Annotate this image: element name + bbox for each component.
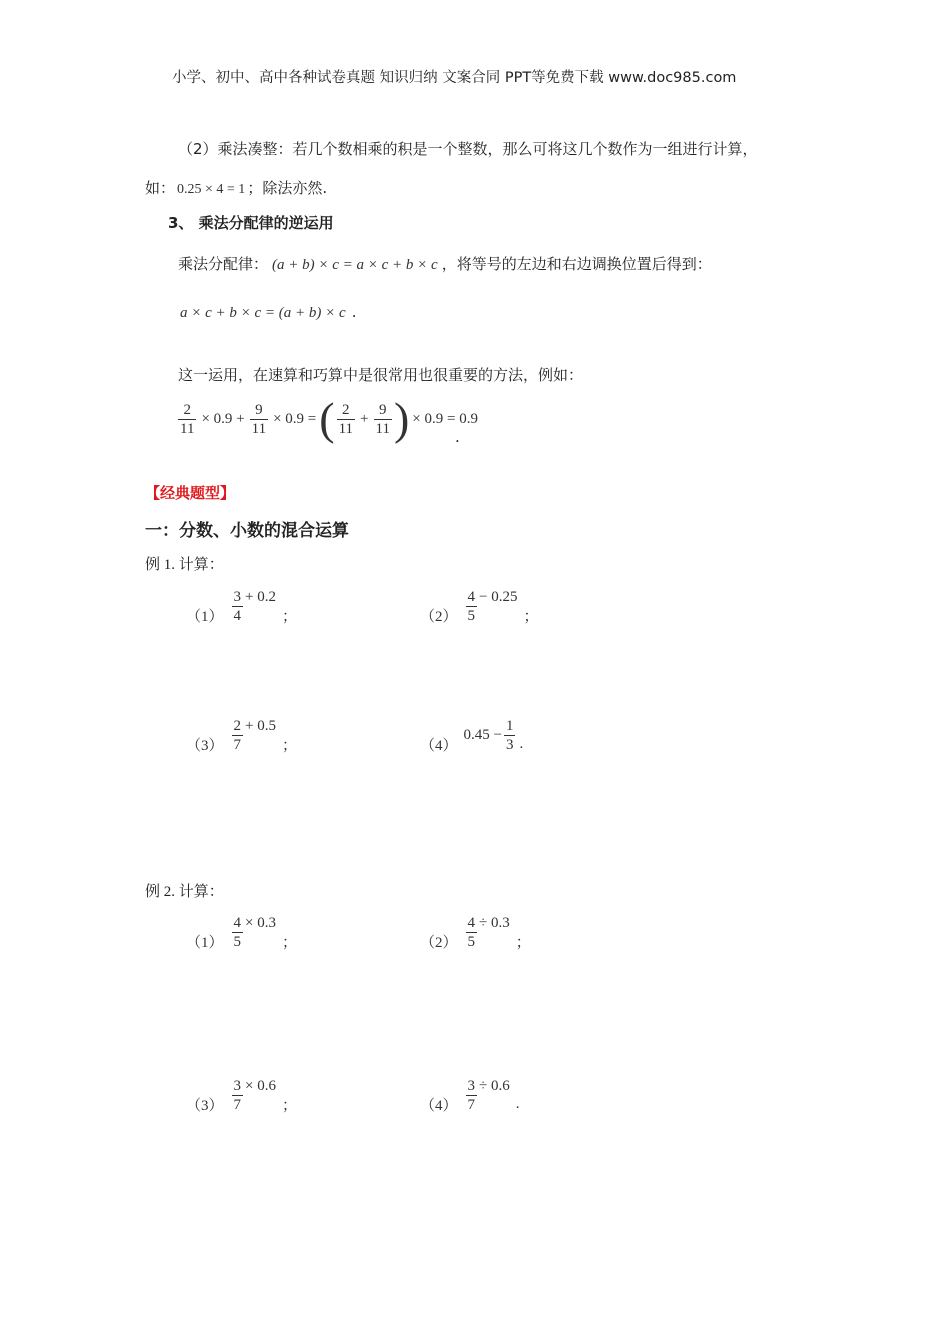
math-expression: 0.25 × 4 = 1 [177, 182, 246, 197]
fraction: $\frac{4}{5}$ [467, 915, 476, 950]
example-prefix: 如： [145, 179, 176, 197]
fraction: $\frac{2}{7}$ [233, 718, 242, 753]
fraction: $\frac{1}{3}$ [505, 718, 514, 753]
reverse-period: . [351, 303, 357, 321]
section-heading: 一：分数、小数的混合运算 [145, 521, 349, 541]
law-suffix: ，将等号的左边和右边调换位置后得到： [441, 255, 712, 273]
example-1-label: 例 1. 计算： [145, 557, 224, 573]
example-period: . [455, 428, 460, 446]
classic-problems-label: 【经典题型】 [145, 484, 236, 502]
page-header: 小学、初中、高中各种试卷真题 知识归纳 文案合同 PPT等免费下载 www.doc985.com [172, 70, 737, 86]
ex2-item-3: （3） $\frac{3}{7}$ × 0.6 ； [186, 1078, 297, 1114]
example-line [145, 177, 327, 198]
right-paren: ) [393, 393, 410, 444]
ex2-item-1: （1） $\frac{4}{5}$ × 0.3 ； [186, 915, 297, 951]
distributive-law-line [178, 253, 712, 274]
paragraph-multiplication-rounding: （2）乘法凑整：若几个数相乘的积是一个整数，那么可将这几个数作为一组进行计算， [178, 140, 758, 158]
fraction: $\frac{2}{11}$ [338, 401, 354, 437]
section-title: 3、 乘法分配律的逆运用 [168, 214, 334, 232]
fraction: $\frac{3}{7}$ [233, 1078, 242, 1113]
ex2-item-2: （2） $\frac{4}{5}$ ÷ 0.3 ； [420, 915, 531, 951]
ex1-item-4: （4） 0.45 − $\frac{1}{3}$ . [420, 718, 524, 754]
fraction: $\frac{3}{4}$ [233, 589, 242, 624]
fraction: $\frac{3}{7}$ [467, 1078, 476, 1113]
distributive-example: $\frac{2}{11}$ × 0.9 + $\frac{9}{11}$ × 0.9 = ( $\frac{2}{11}$ + $\frac{9}{11}$ ) × 0.9 = 0.9 [180, 393, 478, 444]
example-suffix: ；除法亦然. [247, 179, 328, 197]
reverse-law-line [180, 303, 356, 322]
usage-text: 这一运用，在速算和巧算中是很常用也很重要的方法，例如： [178, 366, 584, 384]
fraction: $\frac{4}{5}$ [467, 589, 476, 624]
left-paren: ( [319, 393, 335, 444]
example-2-label: 例 2. 计算： [145, 884, 224, 900]
ex1-item-1: （1） $\frac{3}{4}$ + 0.2 ； [186, 589, 297, 625]
law-expression: (a + b) × c = a × c + b × c [272, 257, 438, 273]
law-prefix: 乘法分配律： [178, 255, 269, 273]
fraction: $\frac{9}{11}$ [251, 401, 267, 437]
ex1-item-3: （3） $\frac{2}{7}$ + 0.5 ； [186, 718, 297, 754]
ex2-item-4: （4） $\frac{3}{7}$ ÷ 0.6 . [420, 1078, 520, 1114]
fraction: $\frac{4}{5}$ [233, 915, 242, 950]
reverse-expression: a × c + b × c = (a + b) × c [180, 305, 346, 321]
ex1-item-2: （2） $\frac{4}{5}$ − 0.25 ； [420, 589, 539, 625]
fraction: $\frac{9}{11}$ [375, 401, 390, 437]
fraction: $\frac{2}{11}$ [180, 401, 195, 437]
